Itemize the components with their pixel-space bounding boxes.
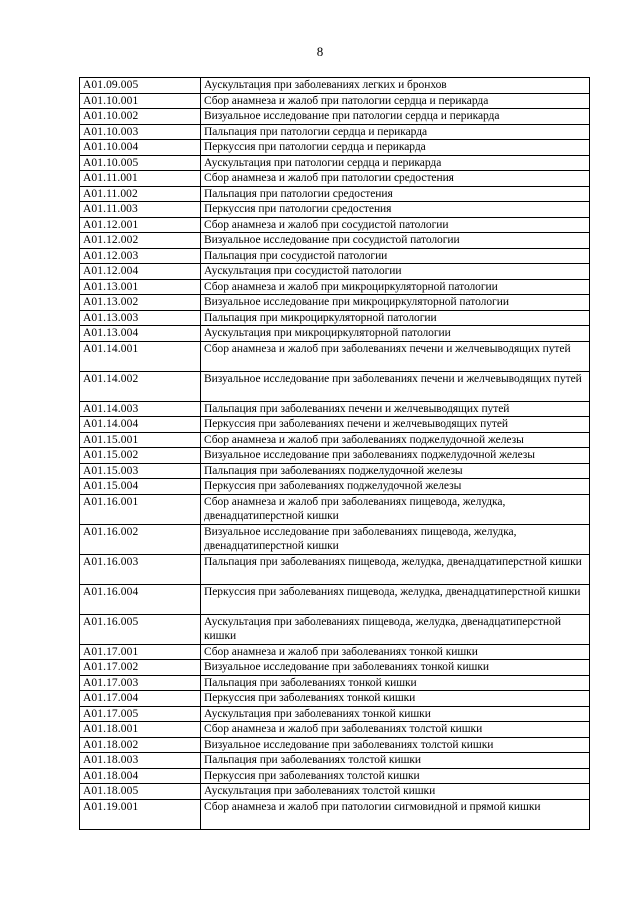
procedure-name-cell: Пальпация при патологии средостения bbox=[201, 186, 590, 202]
table-row bbox=[80, 248, 590, 264]
table-row bbox=[80, 155, 590, 171]
procedure-name-cell: Аускультация при патологии сердца и перикарда bbox=[201, 155, 590, 171]
procedure-code-cell: A01.11.001 bbox=[80, 171, 201, 187]
procedure-code-cell: A01.15.003 bbox=[80, 463, 201, 479]
procedure-code-cell: A01.18.004 bbox=[80, 768, 201, 784]
procedure-name-cell: Сбор анамнеза и жалоб при заболеваниях пищевода, желудка, двенадцатиперстной кишки bbox=[201, 494, 590, 524]
procedure-name-cell: Пальпация при микроциркуляторной патологии bbox=[201, 310, 590, 326]
procedure-code-cell: A01.10.004 bbox=[80, 140, 201, 156]
procedure-name-cell: Пальпация при патологии сердца и перикарда bbox=[201, 124, 590, 140]
procedure-name-cell: Аускультация при заболеваниях легких и бронхов bbox=[201, 78, 590, 94]
procedure-name-cell: Аускультация при заболеваниях тонкой кишки bbox=[201, 706, 590, 722]
procedure-name-cell: Перкуссия при заболеваниях толстой кишки bbox=[201, 768, 590, 784]
table-row bbox=[80, 584, 590, 614]
procedure-name-cell: Перкуссия при патологии средостения bbox=[201, 202, 590, 218]
table-row bbox=[80, 124, 590, 140]
table-row bbox=[80, 279, 590, 295]
procedures-table-body bbox=[80, 78, 590, 830]
procedure-code-cell: A01.16.002 bbox=[80, 524, 201, 554]
procedure-code-cell: A01.14.001 bbox=[80, 341, 201, 371]
table-row bbox=[80, 432, 590, 448]
table-row bbox=[80, 295, 590, 311]
table-row bbox=[80, 675, 590, 691]
table-row bbox=[80, 784, 590, 800]
procedure-code-cell: A01.17.005 bbox=[80, 706, 201, 722]
procedure-name-cell: Визуальное исследование при патологии сердца и перикарда bbox=[201, 109, 590, 125]
procedure-name-cell: Сбор анамнеза и жалоб при заболеваниях тонкой кишки bbox=[201, 644, 590, 660]
procedure-code-cell: A01.10.001 bbox=[80, 93, 201, 109]
table-row bbox=[80, 109, 590, 125]
table-row bbox=[80, 554, 590, 584]
table-row bbox=[80, 524, 590, 554]
table-row bbox=[80, 371, 590, 401]
procedure-code-cell: A01.18.005 bbox=[80, 784, 201, 800]
procedure-code-cell: A01.10.002 bbox=[80, 109, 201, 125]
table-row bbox=[80, 691, 590, 707]
table-row bbox=[80, 644, 590, 660]
table-row bbox=[80, 326, 590, 342]
procedure-code-cell: A01.15.004 bbox=[80, 479, 201, 495]
procedure-code-cell: A01.13.004 bbox=[80, 326, 201, 342]
procedure-code-cell: A01.13.002 bbox=[80, 295, 201, 311]
procedure-code-cell: A01.14.002 bbox=[80, 371, 201, 401]
table-row bbox=[80, 264, 590, 280]
procedure-name-cell: Перкуссия при заболеваниях тонкой кишки bbox=[201, 691, 590, 707]
procedure-name-cell: Пальпация при заболеваниях тонкой кишки bbox=[201, 675, 590, 691]
procedures-table bbox=[79, 77, 590, 830]
procedure-code-cell: A01.12.002 bbox=[80, 233, 201, 249]
procedure-code-cell: A01.16.005 bbox=[80, 614, 201, 644]
procedure-code-cell: A01.12.001 bbox=[80, 217, 201, 233]
procedure-name-cell: Сбор анамнеза и жалоб при заболеваниях поджелудочной железы bbox=[201, 432, 590, 448]
table-row bbox=[80, 93, 590, 109]
procedure-name-cell: Аускультация при заболеваниях пищевода, желудка, двенадцатиперстной кишки bbox=[201, 614, 590, 644]
procedure-code-cell: A01.14.004 bbox=[80, 417, 201, 433]
table-row bbox=[80, 310, 590, 326]
table-row bbox=[80, 753, 590, 769]
procedure-name-cell: Визуальное исследование при сосудистой патологии bbox=[201, 233, 590, 249]
procedure-name-cell: Аускультация при заболеваниях толстой кишки bbox=[201, 784, 590, 800]
procedure-name-cell: Визуальное исследование при заболеваниях тонкой кишки bbox=[201, 660, 590, 676]
procedure-code-cell: A01.12.003 bbox=[80, 248, 201, 264]
procedure-name-cell: Сбор анамнеза и жалоб при патологии сигмовидной и прямой кишки bbox=[201, 799, 590, 829]
procedure-name-cell: Сбор анамнеза и жалоб при патологии средостения bbox=[201, 171, 590, 187]
table-row bbox=[80, 140, 590, 156]
table-row bbox=[80, 341, 590, 371]
procedure-code-cell: A01.17.004 bbox=[80, 691, 201, 707]
table-row bbox=[80, 233, 590, 249]
procedure-code-cell: A01.17.002 bbox=[80, 660, 201, 676]
procedure-code-cell: A01.18.001 bbox=[80, 722, 201, 738]
procedure-name-cell: Визуальное исследование при заболеваниях пищевода, желудка, двенадцатиперстной кишки bbox=[201, 524, 590, 554]
procedure-name-cell: Визуальное исследование при заболеваниях печени и желчевыводящих путей bbox=[201, 371, 590, 401]
procedure-name-cell: Перкуссия при заболеваниях печени и желчевыводящих путей bbox=[201, 417, 590, 433]
procedure-code-cell: A01.19.001 bbox=[80, 799, 201, 829]
procedure-name-cell: Пальпация при заболеваниях поджелудочной железы bbox=[201, 463, 590, 479]
procedure-name-cell: Аускультация при микроциркуляторной патологии bbox=[201, 326, 590, 342]
table-row bbox=[80, 463, 590, 479]
procedure-name-cell: Сбор анамнеза и жалоб при заболеваниях печени и желчевыводящих путей bbox=[201, 341, 590, 371]
procedure-name-cell: Сбор анамнеза и жалоб при патологии сердца и перикарда bbox=[201, 93, 590, 109]
procedure-code-cell: A01.09.005 bbox=[80, 78, 201, 94]
table-row bbox=[80, 401, 590, 417]
table-row bbox=[80, 706, 590, 722]
procedure-code-cell: A01.15.002 bbox=[80, 448, 201, 464]
procedure-code-cell: A01.11.003 bbox=[80, 202, 201, 218]
procedure-name-cell: Пальпация при сосудистой патологии bbox=[201, 248, 590, 264]
procedure-name-cell: Визуальное исследование при микроциркуляторной патологии bbox=[201, 295, 590, 311]
table-row bbox=[80, 799, 590, 829]
procedure-name-cell: Аускультация при сосудистой патологии bbox=[201, 264, 590, 280]
procedure-code-cell: A01.10.005 bbox=[80, 155, 201, 171]
procedure-code-cell: A01.14.003 bbox=[80, 401, 201, 417]
table-row bbox=[80, 217, 590, 233]
procedure-name-cell: Сбор анамнеза и жалоб при сосудистой патологии bbox=[201, 217, 590, 233]
procedure-name-cell: Визуальное исследование при заболеваниях толстой кишки bbox=[201, 737, 590, 753]
procedure-name-cell: Визуальное исследование при заболеваниях поджелудочной железы bbox=[201, 448, 590, 464]
table-row bbox=[80, 78, 590, 94]
procedure-code-cell: A01.10.003 bbox=[80, 124, 201, 140]
table-row bbox=[80, 660, 590, 676]
page-number: 8 bbox=[316, 44, 324, 59]
procedure-code-cell: A01.11.002 bbox=[80, 186, 201, 202]
procedure-name-cell: Сбор анамнеза и жалоб при микроциркуляторной патологии bbox=[201, 279, 590, 295]
table-row bbox=[80, 202, 590, 218]
table-row bbox=[80, 722, 590, 738]
table-row bbox=[80, 768, 590, 784]
procedure-name-cell: Пальпация при заболеваниях пищевода, желудка, двенадцатиперстной кишки bbox=[201, 554, 590, 584]
table-row bbox=[80, 479, 590, 495]
procedure-code-cell: A01.16.004 bbox=[80, 584, 201, 614]
table-row bbox=[80, 417, 590, 433]
procedure-code-cell: A01.13.001 bbox=[80, 279, 201, 295]
procedure-name-cell: Перкуссия при патологии сердца и перикарда bbox=[201, 140, 590, 156]
table-row bbox=[80, 448, 590, 464]
table-row bbox=[80, 186, 590, 202]
procedure-code-cell: A01.17.001 bbox=[80, 644, 201, 660]
procedure-code-cell: A01.15.001 bbox=[80, 432, 201, 448]
procedure-code-cell: A01.16.003 bbox=[80, 554, 201, 584]
table-row bbox=[80, 494, 590, 524]
table-row bbox=[80, 737, 590, 753]
table-row bbox=[80, 171, 590, 187]
procedure-name-cell: Сбор анамнеза и жалоб при заболеваниях толстой кишки bbox=[201, 722, 590, 738]
procedure-code-cell: A01.12.004 bbox=[80, 264, 201, 280]
procedure-code-cell: A01.16.001 bbox=[80, 494, 201, 524]
procedure-name-cell: Пальпация при заболеваниях печени и желчевыводящих путей bbox=[201, 401, 590, 417]
procedure-code-cell: A01.18.003 bbox=[80, 753, 201, 769]
table-row bbox=[80, 614, 590, 644]
procedure-code-cell: A01.17.003 bbox=[80, 675, 201, 691]
procedure-code-cell: A01.18.002 bbox=[80, 737, 201, 753]
procedure-code-cell: A01.13.003 bbox=[80, 310, 201, 326]
procedure-name-cell: Перкуссия при заболеваниях поджелудочной железы bbox=[201, 479, 590, 495]
procedure-name-cell: Перкуссия при заболеваниях пищевода, желудка, двенадцатиперстной кишки bbox=[201, 584, 590, 614]
procedure-name-cell: Пальпация при заболеваниях толстой кишки bbox=[201, 753, 590, 769]
